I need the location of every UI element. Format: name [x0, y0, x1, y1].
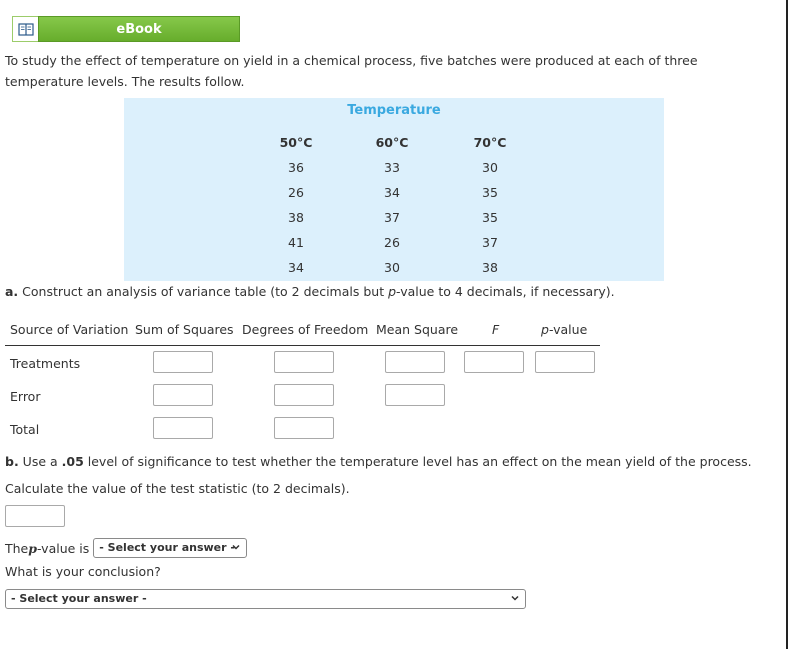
table-cell: 26 [384, 235, 400, 250]
anova-table [5, 320, 600, 440]
table-cell: 37 [482, 235, 498, 250]
table-cell: 26 [288, 185, 304, 200]
ebook-button[interactable]: eBook [38, 16, 240, 42]
table-cell: 34 [288, 260, 304, 275]
part-a-p: p [388, 284, 397, 299]
part-b-text-2: level of significance to test whether the temperature level has an effect on the mean yield of the process. [83, 454, 752, 469]
error-ss-input[interactable] [153, 384, 213, 406]
conclusion-select[interactable] [5, 589, 526, 609]
header-f: F [492, 322, 500, 337]
header-p-italic: p [541, 322, 549, 337]
part-b-text-1: Use a [18, 454, 62, 469]
table-cell: 38 [482, 260, 498, 275]
right-border [786, 0, 788, 649]
p-value-select-value: - Select your answer - [99, 541, 235, 554]
part-a-question [5, 284, 615, 299]
part-a-text-1: Construct an analysis of variance table (to 2 decimals but [18, 284, 389, 299]
treatments-p-value-input[interactable] [535, 351, 595, 373]
column-header-70c: 70°C [473, 135, 507, 150]
book-icon[interactable] [12, 16, 38, 42]
table-cell: 33 [384, 160, 400, 175]
treatments-ms-input[interactable] [385, 351, 445, 373]
column-header-60c: 60°C [375, 135, 409, 150]
header-mean-square: Mean Square [376, 322, 459, 337]
total-df-input[interactable] [274, 417, 334, 439]
treatments-ss-input[interactable] [153, 351, 213, 373]
chevron-down-icon [232, 543, 240, 551]
error-df-input[interactable] [274, 384, 334, 406]
ebook-control[interactable] [12, 16, 240, 42]
header-p-rest: -value [548, 322, 588, 337]
temperature-table [124, 98, 664, 281]
header-p-value [541, 322, 587, 337]
row-label-treatments: Treatments [10, 356, 81, 371]
total-ss-input[interactable] [153, 417, 213, 439]
part-a-label: a. [5, 284, 19, 299]
problem-intro: To study the effect of temperature on yield in a chemical process, five batches were produced at each of three temperature levels. The results follow. [5, 53, 698, 89]
part-a-text-2: -value to 4 decimals, if necessary). [396, 284, 615, 299]
p-value-p: p [28, 540, 37, 556]
p-value-line [5, 538, 247, 558]
table-cell: 41 [288, 235, 304, 250]
header-sum-of-squares: Sum of Squares [135, 322, 234, 337]
conclusion-question: What is your conclusion? [5, 564, 161, 579]
error-ms-input[interactable] [385, 384, 445, 406]
table-cell: 30 [384, 260, 400, 275]
treatments-df-input[interactable] [274, 351, 334, 373]
part-b-label: b. [5, 454, 19, 469]
table-cell: 37 [384, 210, 400, 225]
alpha-value: .05 [61, 454, 84, 469]
table-cell: 38 [288, 210, 304, 225]
part-b-question [5, 454, 752, 469]
temperature-table-title: Temperature [347, 103, 441, 118]
table-cell: 36 [288, 160, 304, 175]
test-statistic-input[interactable] [5, 505, 65, 527]
table-cell: 35 [482, 185, 498, 200]
p-value-prefix: The [5, 540, 29, 556]
row-label-total: Total [10, 422, 40, 437]
header-degrees-of-freedom: Degrees of Freedom [242, 322, 369, 337]
column-header-50c: 50°C [279, 135, 313, 150]
treatments-f-input[interactable] [464, 351, 524, 373]
row-label-error: Error [10, 389, 41, 404]
table-cell: 35 [482, 210, 498, 225]
p-value-suffix: -value is [37, 540, 90, 556]
p-value-select[interactable] [93, 538, 247, 558]
chevron-down-icon [511, 594, 519, 602]
header-divider [5, 345, 600, 346]
conclusion-select-value: - Select your answer - [11, 592, 147, 605]
test-statistic-prompt: Calculate the value of the test statistic (to 2 decimals). [5, 481, 350, 496]
table-cell: 30 [482, 160, 498, 175]
header-source: Source of Variation [10, 322, 129, 337]
table-cell: 34 [384, 185, 400, 200]
